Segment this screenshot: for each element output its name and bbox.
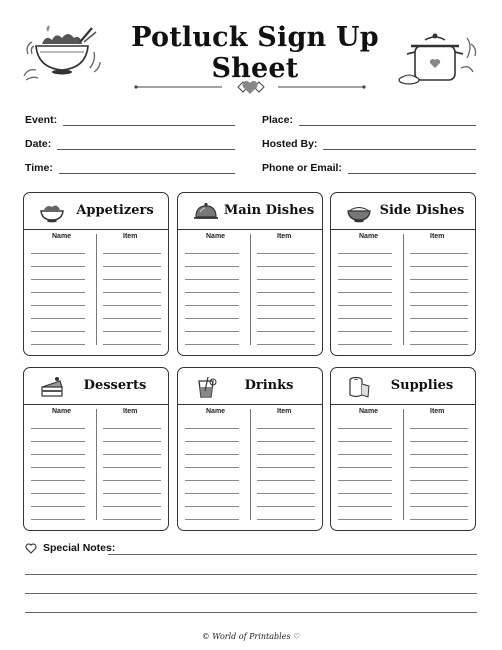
category-header — [178, 193, 322, 230]
entry-line[interactable] — [31, 428, 85, 429]
category-box-drinks — [177, 367, 323, 531]
entry-line[interactable] — [410, 331, 468, 332]
entry-line[interactable] — [338, 467, 392, 468]
entry-line[interactable] — [257, 467, 315, 468]
date-field[interactable] — [25, 134, 235, 150]
event-label: Event: — [25, 114, 58, 126]
entry-line[interactable] — [338, 253, 392, 254]
entry-line[interactable] — [185, 467, 239, 468]
entry-line[interactable] — [338, 441, 392, 442]
entry-line[interactable] — [257, 519, 315, 520]
entry-line[interactable] — [31, 493, 85, 494]
column-divider — [403, 234, 404, 345]
entry-line[interactable] — [410, 441, 468, 442]
entry-line[interactable] — [410, 266, 468, 267]
entry-line[interactable] — [338, 480, 392, 481]
entry-line[interactable] — [257, 279, 315, 280]
hosted-by-field[interactable] — [262, 134, 476, 150]
entry-line[interactable] — [410, 480, 468, 481]
entry-line[interactable] — [103, 493, 161, 494]
item-column-header: Item — [123, 233, 138, 240]
entry-line[interactable] — [103, 454, 161, 455]
category-header — [331, 193, 475, 230]
entry-line[interactable] — [185, 266, 239, 267]
entry-line[interactable] — [185, 428, 239, 429]
time-field[interactable] — [25, 158, 235, 174]
heart-mini-icon: ♡ — [293, 632, 301, 641]
item-column-header: Item — [277, 233, 292, 240]
name-column-header: Name — [206, 408, 226, 415]
entry-line[interactable] — [257, 253, 315, 254]
brand-name: World of Printables — [212, 632, 291, 641]
entry-line[interactable] — [103, 253, 161, 254]
category-box-appetizers — [23, 192, 169, 356]
place-line[interactable] — [299, 113, 476, 126]
notes-line[interactable] — [25, 574, 477, 575]
cooking-pot-illustration — [395, 28, 480, 92]
entry-line[interactable] — [185, 253, 239, 254]
entry-line[interactable] — [257, 428, 315, 429]
category-header — [331, 368, 475, 405]
salad-bowl-icon — [38, 200, 66, 224]
time-label: Time: — [25, 162, 53, 174]
entry-line[interactable] — [257, 480, 315, 481]
time-line[interactable] — [59, 161, 235, 174]
entry-line[interactable] — [338, 279, 392, 280]
notes-line[interactable] — [25, 612, 477, 613]
name-column-header: Name — [359, 408, 379, 415]
entry-line[interactable] — [103, 428, 161, 429]
entry-line[interactable] — [31, 344, 85, 345]
entry-line[interactable] — [338, 493, 392, 494]
cake-slice-icon — [38, 375, 66, 399]
entry-line[interactable] — [103, 480, 161, 481]
entry-line[interactable] — [410, 428, 468, 429]
entry-line[interactable] — [31, 292, 85, 293]
notes-line[interactable] — [25, 593, 477, 594]
entry-line[interactable] — [185, 331, 239, 332]
category-title: Main Dishes — [223, 203, 315, 218]
heart-outline-icon — [25, 543, 37, 554]
entry-line[interactable] — [338, 331, 392, 332]
entry-line[interactable] — [31, 305, 85, 306]
entry-line[interactable] — [185, 480, 239, 481]
entry-line[interactable] — [257, 318, 315, 319]
rice-bowl-icon — [345, 200, 373, 224]
item-column-header: Item — [430, 233, 445, 240]
place-label: Place: — [262, 114, 293, 126]
page-title: Potluck Sign Up Sheet — [131, 22, 379, 84]
entry-line[interactable] — [257, 344, 315, 345]
footer-brand — [0, 632, 502, 641]
name-column-header: Name — [359, 233, 379, 240]
entry-line[interactable] — [103, 519, 161, 520]
entry-line[interactable] — [410, 292, 468, 293]
entry-line[interactable] — [185, 344, 239, 345]
category-box-main-dishes — [177, 192, 323, 356]
entry-line[interactable] — [31, 279, 85, 280]
entry-line[interactable] — [185, 279, 239, 280]
entry-line[interactable] — [338, 506, 392, 507]
entry-line[interactable] — [31, 506, 85, 507]
category-title: Side Dishes — [379, 203, 465, 218]
entry-line[interactable] — [185, 454, 239, 455]
entry-line[interactable] — [338, 305, 392, 306]
special-notes-label-group — [25, 542, 115, 554]
entry-line[interactable] — [257, 292, 315, 293]
column-divider — [96, 409, 97, 520]
category-title: Appetizers — [76, 203, 154, 218]
entry-line[interactable] — [257, 441, 315, 442]
entry-line[interactable] — [410, 454, 468, 455]
category-header — [178, 368, 322, 405]
category-box-desserts — [23, 367, 169, 531]
entry-line[interactable] — [257, 266, 315, 267]
item-column-header: Item — [123, 408, 138, 415]
entry-line[interactable] — [338, 266, 392, 267]
entry-line[interactable] — [103, 305, 161, 306]
entry-line[interactable] — [185, 493, 239, 494]
date-label: Date: — [25, 138, 52, 150]
title-ornament-divider — [130, 76, 370, 98]
entry-line[interactable] — [185, 305, 239, 306]
event-line[interactable] — [63, 113, 235, 126]
entry-line[interactable] — [185, 519, 239, 520]
entry-line[interactable] — [410, 519, 468, 520]
entry-line[interactable] — [185, 318, 239, 319]
entry-line[interactable] — [103, 292, 161, 293]
entry-line[interactable] — [103, 318, 161, 319]
name-column-header: Name — [52, 233, 72, 240]
entry-line[interactable] — [410, 506, 468, 507]
entry-line[interactable] — [338, 519, 392, 520]
copyright-symbol: © — [201, 632, 210, 641]
entry-line[interactable] — [185, 506, 239, 507]
entry-line[interactable] — [103, 344, 161, 345]
date-line[interactable] — [57, 137, 235, 150]
entry-line[interactable] — [338, 344, 392, 345]
special-notes-label: Special Notes: — [43, 542, 116, 554]
entry-line[interactable] — [31, 331, 85, 332]
entry-line[interactable] — [410, 344, 468, 345]
category-box-side-dishes — [330, 192, 476, 356]
entry-line[interactable] — [257, 506, 315, 507]
entry-line[interactable] — [103, 506, 161, 507]
entry-line[interactable] — [410, 253, 468, 254]
entry-line[interactable] — [31, 467, 85, 468]
entry-line[interactable] — [338, 292, 392, 293]
phone-email-line[interactable] — [348, 161, 476, 174]
entry-line[interactable] — [410, 305, 468, 306]
name-column-header: Name — [52, 408, 72, 415]
entry-line[interactable] — [338, 318, 392, 319]
category-header — [24, 368, 168, 405]
column-divider — [403, 409, 404, 520]
entry-line[interactable] — [410, 279, 468, 280]
entry-line[interactable] — [31, 318, 85, 319]
entry-line[interactable] — [257, 493, 315, 494]
name-column-header: Name — [206, 233, 226, 240]
hosted-by-label: Hosted By: — [262, 138, 318, 150]
phone-email-field[interactable] — [262, 158, 476, 174]
entry-line[interactable] — [103, 266, 161, 267]
entry-line[interactable] — [257, 305, 315, 306]
entry-line[interactable] — [31, 266, 85, 267]
column-divider — [96, 234, 97, 345]
category-header — [24, 193, 168, 230]
entry-line[interactable] — [103, 331, 161, 332]
category-title: Drinks — [244, 378, 294, 393]
phone-email-label: Phone or Email: — [262, 162, 342, 174]
paper-towel-icon — [345, 375, 373, 399]
notes-line[interactable] — [108, 554, 477, 555]
entry-line[interactable] — [338, 454, 392, 455]
item-column-header: Item — [430, 408, 445, 415]
entry-line[interactable] — [103, 279, 161, 280]
entry-line[interactable] — [185, 441, 239, 442]
entry-line[interactable] — [338, 428, 392, 429]
entry-line[interactable] — [410, 493, 468, 494]
entry-line[interactable] — [410, 318, 468, 319]
entry-line[interactable] — [31, 480, 85, 481]
entry-line[interactable] — [410, 467, 468, 468]
entry-line[interactable] — [103, 441, 161, 442]
column-divider — [250, 409, 251, 520]
item-column-header: Item — [277, 408, 292, 415]
salad-bowl-illustration — [22, 24, 102, 88]
cloche-icon — [192, 200, 220, 224]
entry-line[interactable] — [257, 454, 315, 455]
entry-line[interactable] — [31, 253, 85, 254]
place-field[interactable] — [262, 110, 476, 126]
category-title: Desserts — [83, 378, 147, 393]
hosted-by-line[interactable] — [323, 137, 476, 150]
entry-line[interactable] — [185, 292, 239, 293]
entry-line[interactable] — [31, 454, 85, 455]
category-box-supplies — [330, 367, 476, 531]
event-field[interactable] — [25, 110, 235, 126]
entry-line[interactable] — [103, 467, 161, 468]
entry-line[interactable] — [31, 441, 85, 442]
entry-line[interactable] — [31, 519, 85, 520]
column-divider — [250, 234, 251, 345]
drink-glass-icon — [192, 375, 220, 399]
entry-line[interactable] — [257, 331, 315, 332]
category-title: Supplies — [390, 378, 454, 393]
